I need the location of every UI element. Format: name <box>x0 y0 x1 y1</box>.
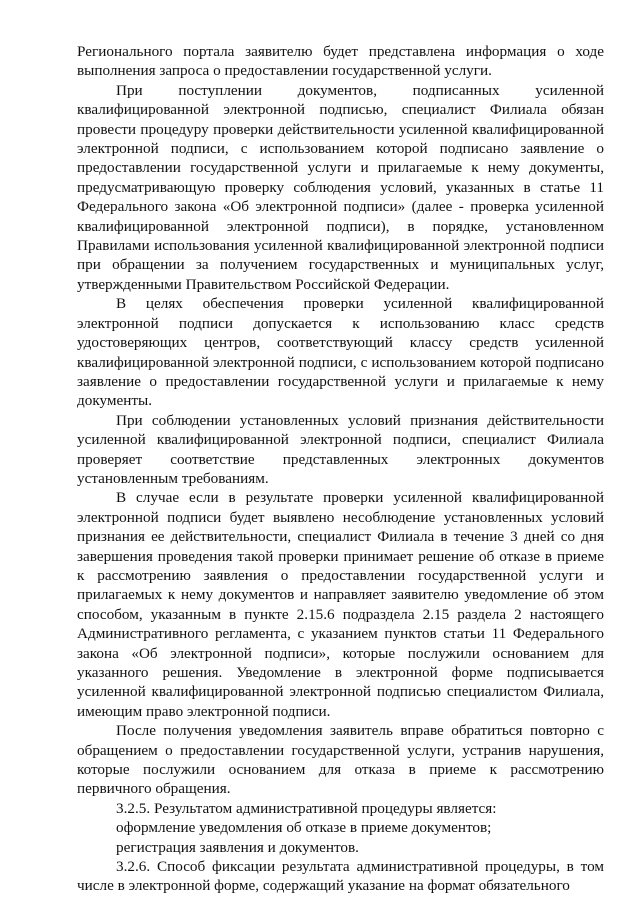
section-3-2-6-paragraph: 3.2.6. Способ фиксации результата административной процедуры, в том числе в электронной форме, содержащий указание на формат обязательного <box>77 858 604 895</box>
paragraph-4: При соблюдении установленных условий признания действительности усиленной квалифицированной электронной подписи, специалист Филиала проверяет соответствие представленных электронных документов установленным требованиям. <box>77 411 604 487</box>
section-3-2-5-heading: 3.2.5. Результатом административной процедуры является: <box>116 799 497 817</box>
paragraph-1: Регионального портала заявителю будет представлена информация о ходе выполнения запроса о предоставлении государственной услуги. <box>77 43 604 80</box>
list-item: оформление уведомления об отказе в приеме документов; <box>116 819 492 837</box>
list-item: регистрация заявления и документов. <box>116 838 359 856</box>
paragraph-2: При поступлении документов, подписанных усиленной квалифицированной электронной подписью, специалист Филиала обязан провести процедуру проверки действительности усиленной квалифицированной электронной подписи, с использованием которой подписано заявление о предоставлении государственной услуги и прилагаемые к нему документы, предусматривающую проверку соблюдения условий, указанных в статье 11 Федерального закона «Об электронной подписи» (далее - проверка усиленной квалифицированной электронной подписи), в порядке, установленном Правилами использования усиленной квалифицированной электронной подписи при обращении за получением государственных и муниципальных услуг, утвержденными Правительством Российской Федерации. <box>77 81 604 293</box>
paragraph-6: После получения уведомления заявитель вправе обратиться повторно с обращением о предоставлении государственной услуги, устранив нарушения, которые послужили основанием для отказа в приеме к рассмотрению первичного обращения. <box>77 722 604 798</box>
paragraph-3: В целях обеспечения проверки усиленной квалифицированной электронной подписи допускается к использованию класс средств удостоверяющих центров, соответствующий классу средств усиленной квалифицированной электронной подписи, с использованием которой подписано заявление о предоставлении государственной услуги и прилагаемые к нему документы. <box>77 295 604 410</box>
paragraph-5: В случае если в результате проверки усиленной квалифицированной электронной подписи будет выявлено несоблюдение установленных условий признания ее действительности, специалист Филиала в течение 3 дней со дня завершения проведения такой проверки принимает решение об отказе в приеме к рассмотрению заявления о предоставлении государственной услуги и прилагаемых к нему документов и направляет заявителю уведомление об этом способом, указанным в пункте 2.15.6 подраздела 2.15 раздела 2 настоящего Административного регламента, с указанием пунктов статьи 11 Федерального закона «Об электронной подписи», которые послужили основанием для указанного решения. Уведомление в электронной форме подписывается усиленной квалифицированной электронной подписью специалистом Филиала, имеющим право электронной подписи. <box>77 489 604 720</box>
document-page <box>77 42 604 896</box>
